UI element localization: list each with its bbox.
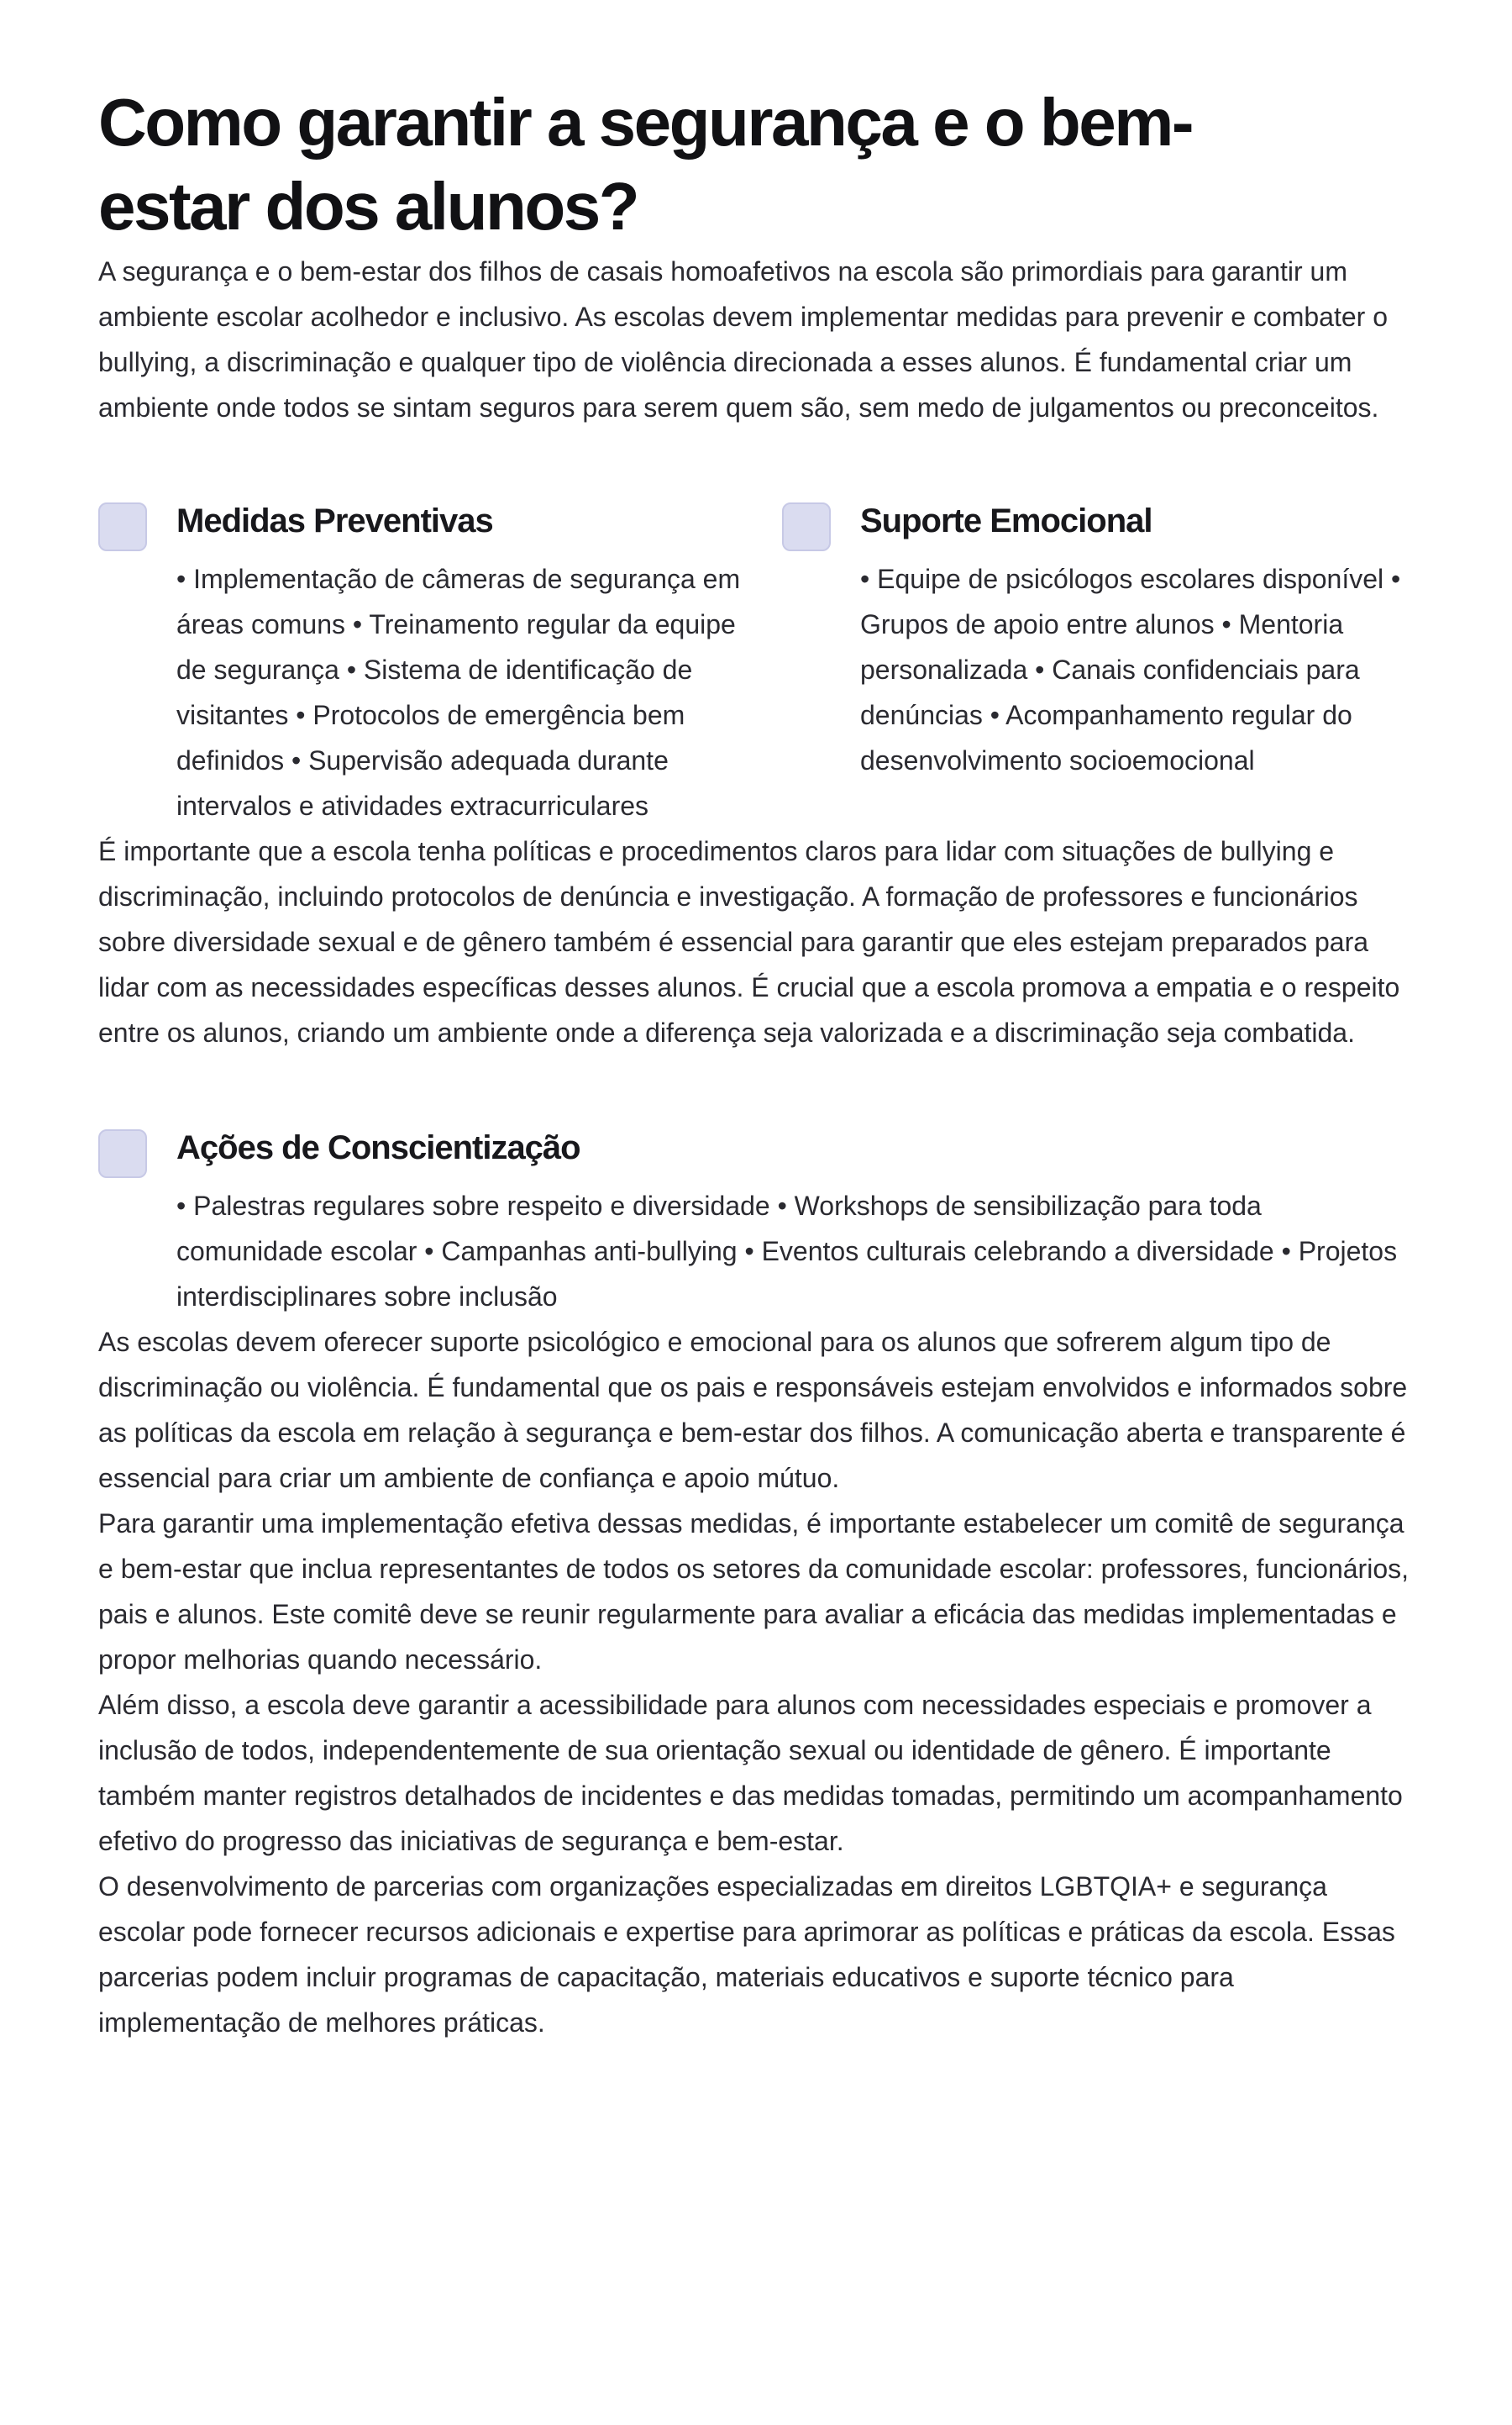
committee-paragraph: Para garantir uma implementação efetiva dessas medidas, é importante estabelecer um comitê de segurança e bem-estar que inclua representantes de todos os setores da comunidade escolar: professores, funcionários, pais e alunos. Este comitê deve se reunir regularmente para avaliar a eficácia das medidas implementadas e propor melhorias quando necessário.: [98, 1508, 1409, 1675]
feature-title: Suporte Emocional: [860, 502, 1152, 539]
feature-columns: [98, 496, 1415, 828]
policies-paragraph: É importante que a escola tenha políticas e procedimentos claros para lidar com situações de bullying e discriminação, incluindo protocolos de denúncia e investigação. A formação de professores e funcionários sobre diversidade sexual e de gênero também é essencial para garantir que eles estejam preparados para lidar com as necessidades específicas desses alunos. É crucial que a escola promova a empatia e o respeito entre os alunos, criando um ambiente onde a diferença seja valorizada e a discriminação seja combatida.: [98, 836, 1400, 1048]
support-paragraph: As escolas devem oferecer suporte psicológico e emocional para os alunos que sofrerem algum tipo de discriminação ou violência. É fundamental que os pais e responsáveis estejam envolvidos e informados sobre as políticas da escola em relação à segurança e bem-estar dos filhos. A comunicação aberta e transparente é essencial para criar um ambiente de confiança e apoio mútuo.: [98, 1327, 1408, 1493]
feature-icon-box: [782, 502, 831, 551]
feature-text: • Palestras regulares sobre respeito e diversidade • Workshops de sensibilização para toda comunidade escolar • Campanhas anti-bullying • Eventos culturais celebrando a diversidade • Projetos interdisciplinares sobre inclusão: [176, 1191, 1398, 1312]
feature-text: • Equipe de psicólogos escolares disponível • Grupos de apoio entre alunos • Mentoria personalizada • Canais confidenciais para denúncias • Acompanhamento regular do desenvolvimento socioemocional: [860, 564, 1401, 776]
page-title: Como garantir a segurança e o bem-estar dos alunos?: [98, 85, 1193, 244]
feature-content: [176, 1123, 1415, 1319]
feature-icon-box: [98, 1129, 147, 1178]
feature-title: Medidas Preventivas: [176, 502, 493, 539]
feature-text: • Implementação de câmeras de segurança em áreas comuns • Treinamento regular da equipe de segurança • Sistema de identificação de visitantes • Protocolos de emergência bem definidos • Supervisão adequada durante intervalos e atividades extracurriculares: [176, 564, 741, 821]
intro-paragraph: A segurança e o bem-estar dos filhos de casais homoafetivos na escola são primordiais para garantir um ambiente escolar acolhedor e inclusivo. As escolas devem implementar medidas para prevenir e combater o bullying, a discriminação e qualquer tipo de violência direcionada a esses alunos. É fundamental criar um ambiente onde todos se sintam seguros para serem quem são, sem medo de julgamentos ou preconceitos.: [98, 256, 1388, 423]
feature-card-awareness: [98, 1123, 1415, 1319]
feature-icon-box: [98, 502, 147, 551]
feature-card-emotional: [782, 496, 1404, 828]
feature-card-preventive: [98, 496, 782, 828]
feature-content: [176, 496, 782, 828]
feature-content: [860, 496, 1404, 828]
partnerships-paragraph: O desenvolvimento de parcerias com organizações especializadas em direitos LGBTQIA+ e segurança escolar pode fornecer recursos adicionais e expertise para aprimorar as políticas e práticas da escola. Essas parcerias podem incluir programas de capacitação, materiais educativos e suporte técnico para implementação de melhores práticas.: [98, 1871, 1395, 2038]
feature-title: Ações de Conscientização: [176, 1129, 580, 1166]
accessibility-paragraph: Além disso, a escola deve garantir a acessibilidade para alunos com necessidades especiais e promover a inclusão de todos, independentemente de sua orientação sexual ou identidade de gênero. É importante também manter registros detalhados de incidentes e das medidas tomadas, permitindo um acompanhamento efetivo do progresso das iniciativas de segurança e bem-estar.: [98, 1690, 1403, 1856]
